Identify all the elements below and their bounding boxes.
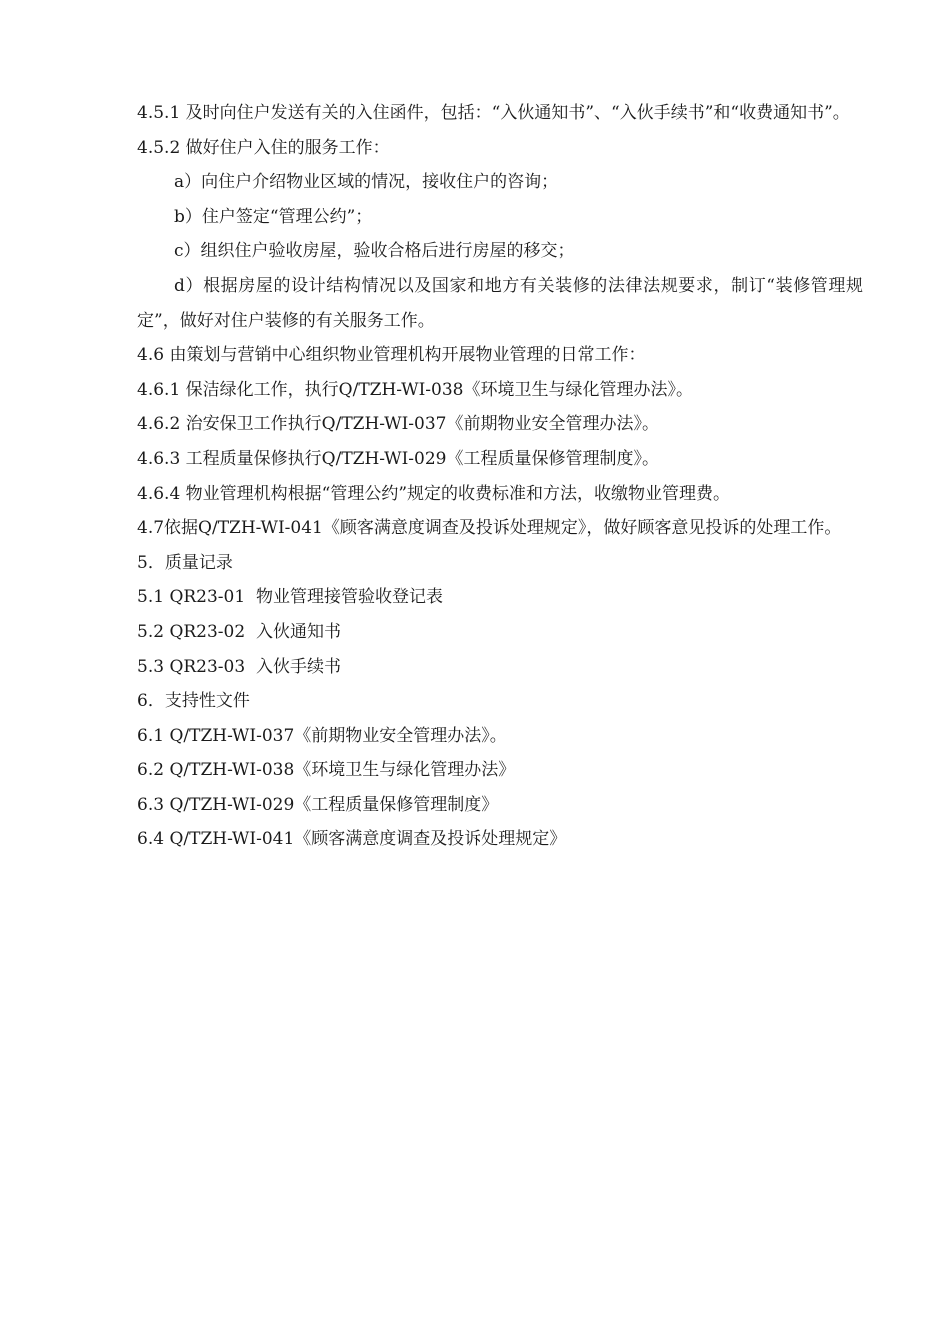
- item-a: a）向住户介绍物业区域的情况，接收住户的咨询；: [174, 172, 559, 193]
- record-5-2: 5.2 QR23-02 入伙通知书: [137, 621, 341, 642]
- doc-6-2: 6.2 Q/TZH-WI-038《环境卫生与绿化管理办法》: [137, 760, 516, 781]
- para-4-6-3: 4.6.3 工程质量保修执行Q/TZH-WI-029《工程质量保修管理制度》。: [137, 448, 659, 469]
- doc-6-1: 6.1 Q/TZH-WI-037《前期物业安全管理办法》。: [137, 725, 507, 746]
- record-5-1: 5.1 QR23-01 物业管理接管验收登记表: [137, 587, 443, 608]
- item-b: b）住户签定“管理公约”；: [174, 206, 373, 227]
- item-d: d）根据房屋的设计结构情况以及国家和地方有关装修的法律法规要求，制订“装修管理规定”，做好对住户装修的有关服务工作。: [137, 275, 863, 331]
- para-4-6: 4.6 由策划与营销中心组织物业管理机构开展物业管理的日常工作：: [137, 345, 646, 366]
- para-4-5-2: 4.5.2 做好住户入住的服务工作：: [137, 137, 390, 158]
- heading-supporting-docs: 6．支持性文件: [137, 691, 250, 712]
- para-4-6-4: 4.6.4 物业管理机构根据“管理公约”规定的收费标准和方法，收缴物业管理费。: [137, 483, 731, 504]
- heading-quality-records: 5．质量记录: [137, 552, 233, 573]
- document-body: [137, 96, 863, 857]
- para-4-5-1: 4.5.1 及时向住户发送有关的入住函件，包括：“入伙通知书”、“入伙手续书”和“收费通知书”。: [137, 103, 850, 123]
- doc-6-4: 6.4 Q/TZH-WI-041《顾客满意度调查及投诉处理规定》: [137, 829, 567, 850]
- record-5-3: 5.3 QR23-03 入伙手续书: [137, 656, 341, 677]
- para-4-6-2: 4.6.2 治安保卫工作执行Q/TZH-WI-037《前期物业安全管理办法》。: [137, 414, 659, 435]
- doc-6-3: 6.3 Q/TZH-WI-029《工程质量保修管理制度》: [137, 794, 499, 815]
- para-4-7: 4.7依据Q/TZH-WI-041《顾客满意度调查及投诉处理规定》，做好顾客意见投诉的处理工作。: [137, 518, 842, 539]
- item-c: c）组织住户验收房屋，验收合格后进行房屋的移交；: [174, 241, 575, 262]
- para-4-6-1: 4.6.1 保洁绿化工作，执行Q/TZH-WI-038《环境卫生与绿化管理办法》。: [137, 379, 693, 400]
